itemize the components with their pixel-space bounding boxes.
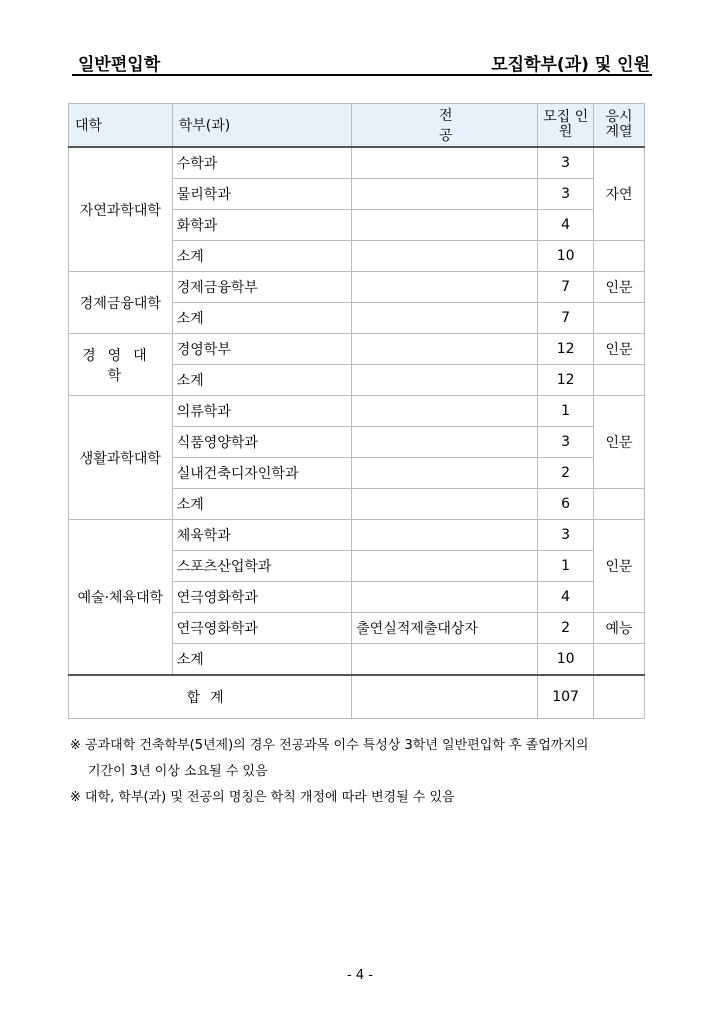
category-cell: 예능	[594, 613, 645, 644]
subtotal-quota: 6	[538, 489, 594, 520]
major-cell	[352, 551, 538, 582]
dept-cell: 식품영양학과	[172, 427, 352, 458]
quota-cell: 3	[538, 520, 594, 551]
major-cell	[352, 365, 538, 396]
quota-cell: 7	[538, 272, 594, 303]
page-number: - 4 -	[347, 968, 373, 983]
category-cell	[594, 303, 645, 334]
table-row	[69, 334, 645, 365]
dept-cell: 스포츠산업학과	[172, 551, 352, 582]
table-row	[69, 147, 645, 179]
major-cell: 출연실적제출대상자	[352, 613, 538, 644]
note-1-line-1: ※ 공과대학 건축학부(5년제)의 경우 전공과목 이수 특성상 3학년 일반편입학 후 졸업까지의	[70, 738, 589, 753]
dept-cell: 실내건축디자인학과	[172, 458, 352, 489]
header-quota: 모집 인원	[538, 104, 594, 148]
subtotal-label: 소계	[172, 303, 352, 334]
dept-cell: 의류학과	[172, 396, 352, 427]
major-cell	[352, 241, 538, 272]
page-header	[72, 50, 652, 76]
quota-cell: 1	[538, 396, 594, 427]
major-cell	[352, 179, 538, 210]
table-header-row	[69, 104, 645, 148]
dept-cell: 경제금융학부	[172, 272, 352, 303]
table-row	[69, 272, 645, 303]
quota-cell: 3	[538, 179, 594, 210]
major-cell	[352, 334, 538, 365]
header-univ: 대학	[69, 104, 173, 148]
subtotal-label: 소계	[172, 365, 352, 396]
major-cell	[352, 458, 538, 489]
major-cell	[352, 396, 538, 427]
category-cell: 인문	[594, 272, 645, 303]
major-cell	[352, 520, 538, 551]
subtotal-label: 소계	[172, 241, 352, 272]
major-cell	[352, 582, 538, 613]
category-cell	[594, 644, 645, 676]
category-cell	[594, 365, 645, 396]
category-cell	[594, 489, 645, 520]
major-cell	[352, 272, 538, 303]
dept-cell: 물리학과	[172, 179, 352, 210]
quota-cell: 1	[538, 551, 594, 582]
dept-cell: 연극영화학과	[172, 582, 352, 613]
major-cell	[352, 147, 538, 179]
dept-cell: 수학과	[172, 147, 352, 179]
univ-cell: 예술·체육대학	[69, 520, 173, 676]
header-category: 응시 계열	[594, 104, 645, 148]
subtotal-quota: 10	[538, 241, 594, 272]
dept-cell: 경영학부	[172, 334, 352, 365]
major-cell	[352, 303, 538, 334]
note-2: ※ 대학, 학부(과) 및 전공의 명칭은 학칙 개정에 따라 변경될 수 있음	[70, 790, 455, 805]
category-cell: 인문	[594, 334, 645, 365]
major-cell	[352, 675, 538, 719]
quota-cell: 3	[538, 147, 594, 179]
major-cell	[352, 210, 538, 241]
category-cell	[594, 675, 645, 719]
total-row	[69, 675, 645, 719]
quota-cell: 2	[538, 458, 594, 489]
subtotal-quota: 7	[538, 303, 594, 334]
major-cell	[352, 489, 538, 520]
section-title: 일반편입학	[78, 55, 161, 75]
univ-cell: 생활과학대학	[69, 396, 173, 520]
category-cell: 인문	[594, 520, 645, 613]
category-cell: 자연	[594, 147, 645, 241]
quota-cell: 4	[538, 210, 594, 241]
dept-cell: 연극영화학과	[172, 613, 352, 644]
subtotal-label: 소계	[172, 489, 352, 520]
subtotal-quota: 12	[538, 365, 594, 396]
subtotal-quota: 10	[538, 644, 594, 676]
major-cell	[352, 644, 538, 676]
header-dept: 학부(과)	[172, 104, 352, 148]
admission-quota-table	[68, 103, 645, 719]
table-row	[69, 520, 645, 551]
dept-cell: 체육학과	[172, 520, 352, 551]
table-row	[69, 396, 645, 427]
category-cell: 인문	[594, 396, 645, 489]
quota-cell: 2	[538, 613, 594, 644]
dept-cell: 화학과	[172, 210, 352, 241]
quota-cell: 12	[538, 334, 594, 365]
total-quota: 107	[538, 675, 594, 719]
subtotal-label: 소계	[172, 644, 352, 676]
major-cell	[352, 427, 538, 458]
note-1-line-2: 기간이 3년 이상 소요될 수 있음	[88, 764, 268, 779]
univ-cell: 경영대학	[69, 334, 173, 396]
category-cell	[594, 241, 645, 272]
notes	[70, 733, 588, 811]
univ-cell: 경제금융대학	[69, 272, 173, 334]
page-heading: 모집학부(과) 및 인원	[491, 55, 650, 75]
header-major: 전공	[352, 104, 538, 148]
total-label: 합계	[69, 675, 352, 719]
quota-cell: 3	[538, 427, 594, 458]
quota-cell: 4	[538, 582, 594, 613]
univ-cell: 자연과학대학	[69, 147, 173, 272]
